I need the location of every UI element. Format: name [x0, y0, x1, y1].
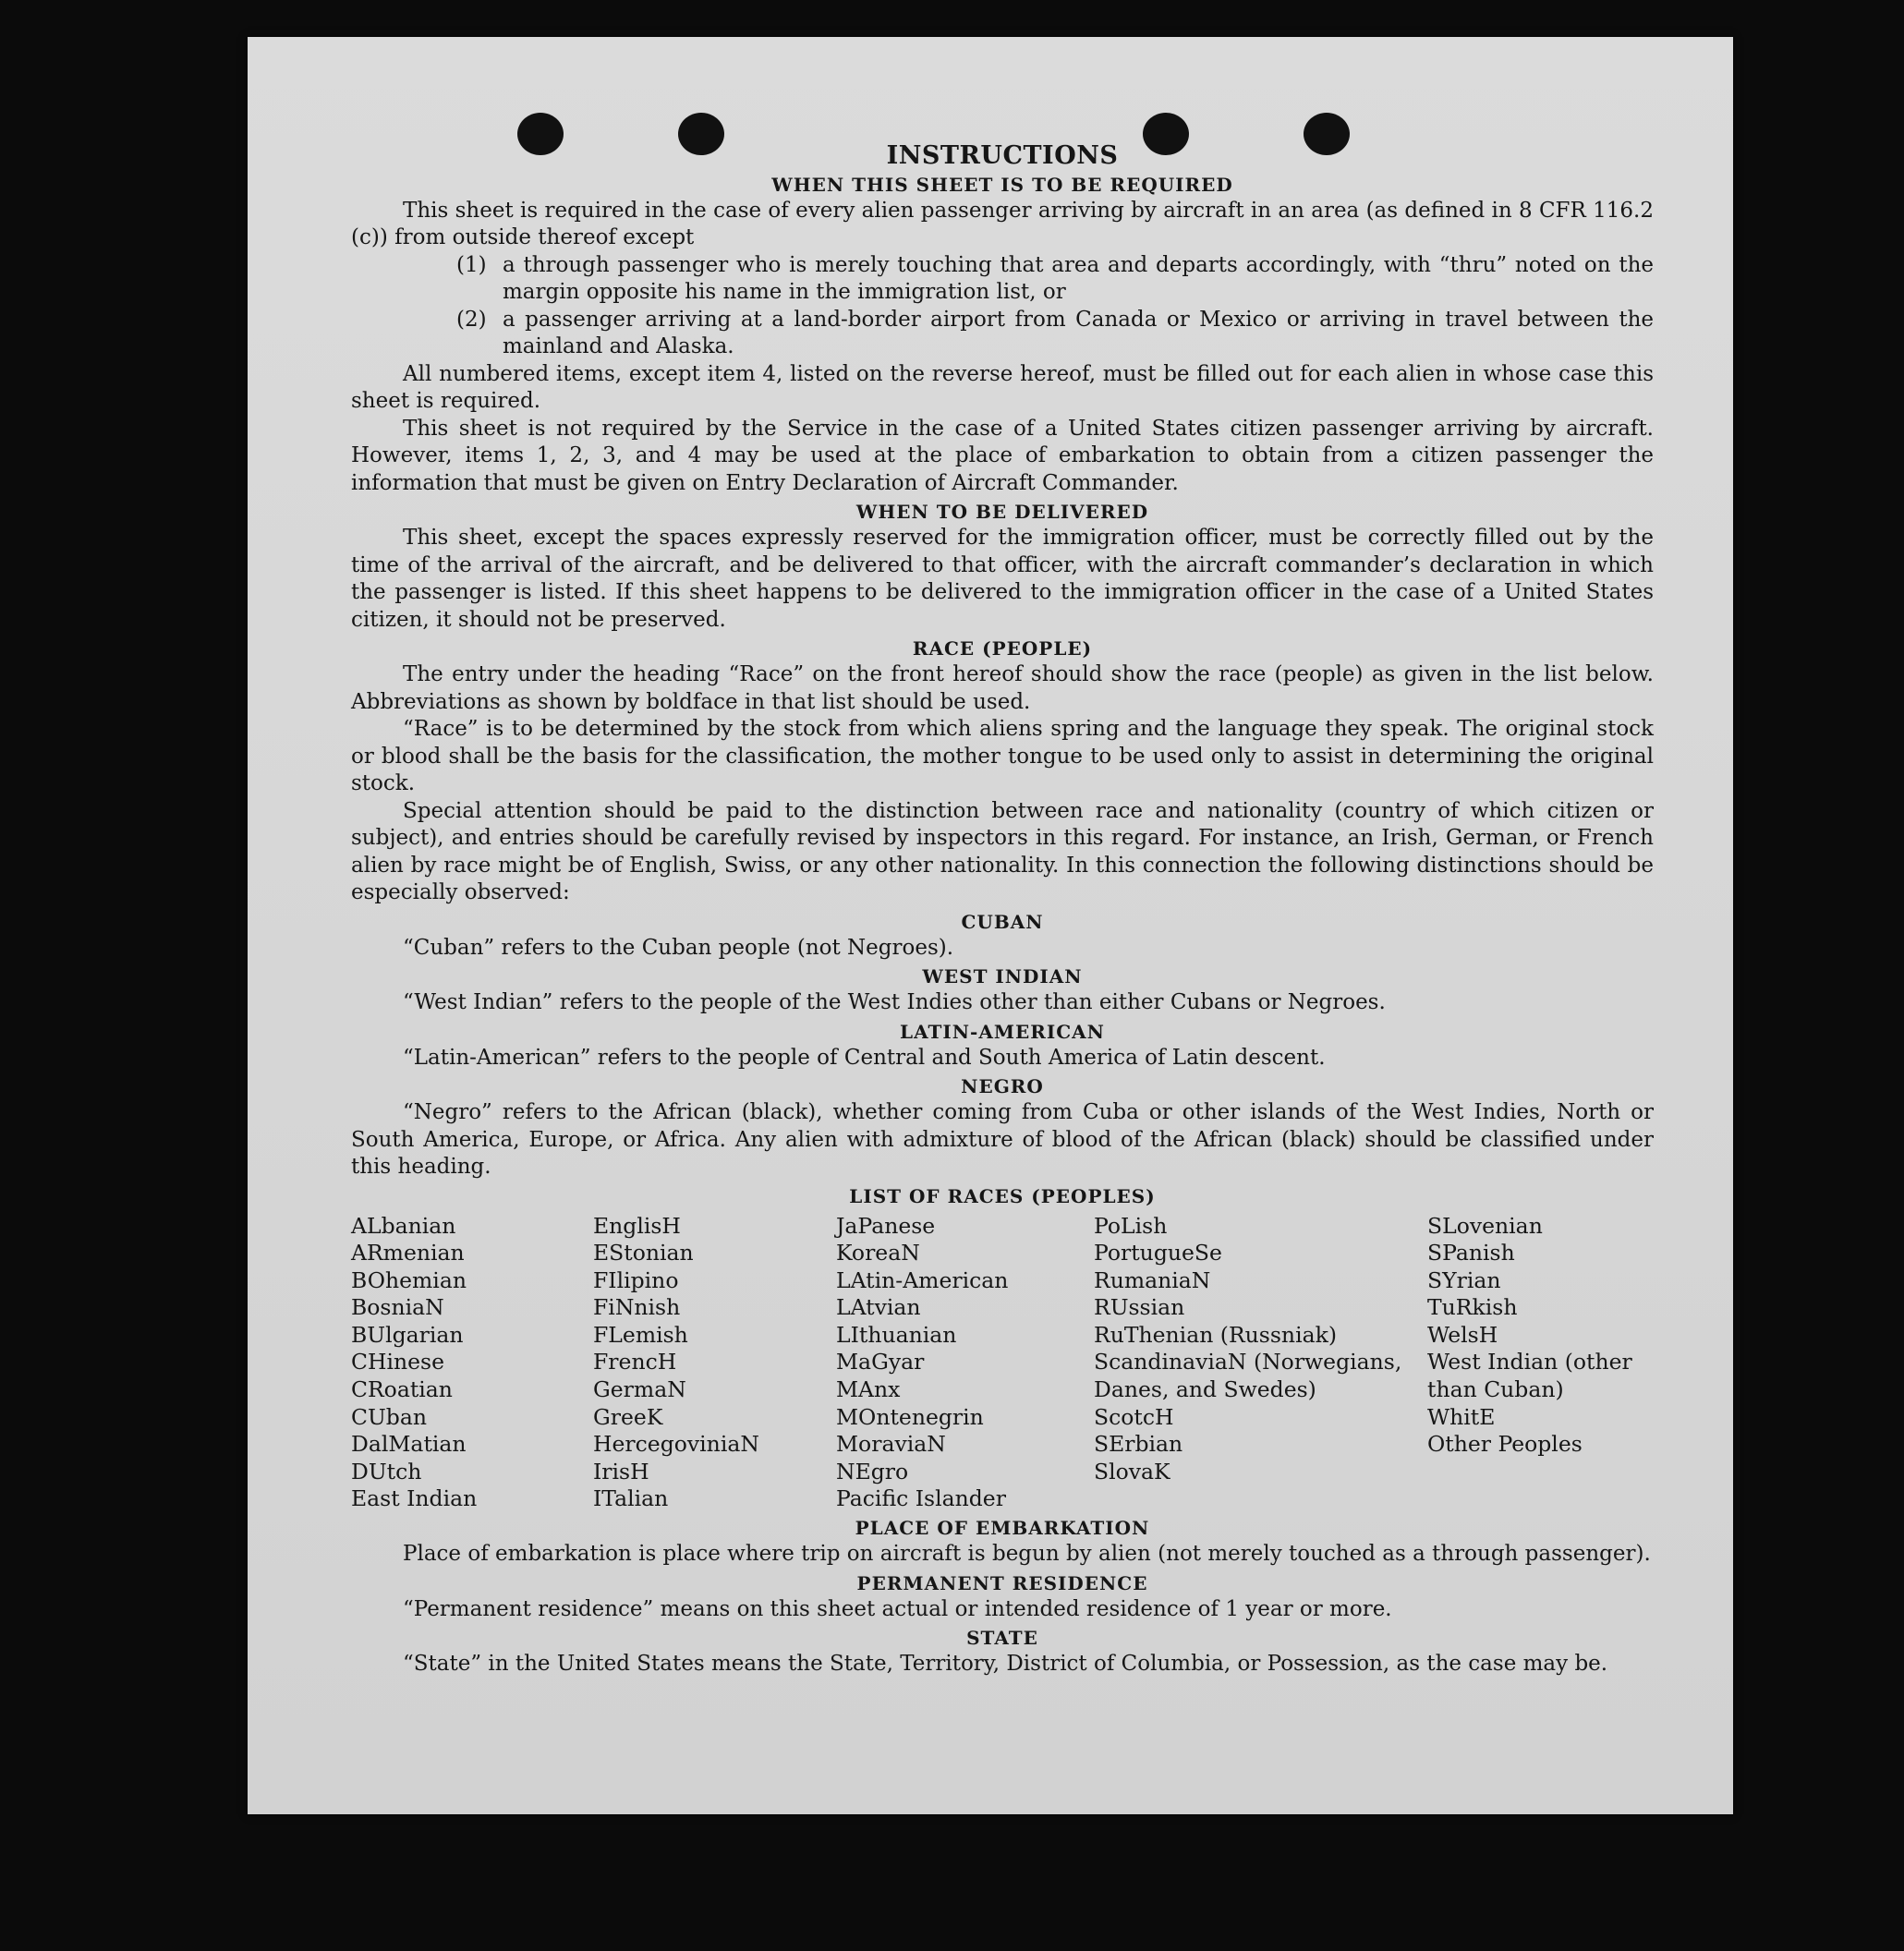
race-entry: EStonian — [593, 1240, 694, 1266]
race-entry: SLovenian — [1427, 1212, 1543, 1239]
race-entry: JaPanese — [836, 1212, 936, 1239]
race-list — [351, 1213, 1654, 1514]
race-column — [1427, 1213, 1654, 1514]
race-entry: EnglisH — [593, 1212, 681, 1239]
item-text: a passenger arriving at a land-border airport from Canada or Mexico or arriving in travel between the mainland and Alaska. — [503, 307, 1654, 358]
race-entry: WelsH — [1427, 1321, 1498, 1348]
race-entry: DUtch — [351, 1458, 422, 1484]
item-number: (2) — [456, 307, 487, 332]
paragraph: This sheet is required in the case of every alien passenger arriving by aircraft in an area (as defined in 8 CFR 116.2 (c)) from outside thereof except — [351, 198, 1654, 249]
race-entry: FrencH — [593, 1349, 677, 1375]
paragraph: “Race” is to be determined by the stock from which aliens spring and the language they speak. The original stock or blood shall be the basis for the classification, the mother tongue to be used only to assist in determining the original stock. — [351, 717, 1654, 795]
race-entry: LIthuanian — [836, 1321, 957, 1348]
race-entry: SYrian — [1427, 1266, 1501, 1293]
section-heading: STATE — [966, 1627, 1038, 1650]
race-entry: HercegoviniaN — [593, 1431, 759, 1458]
item-number: (1) — [456, 252, 487, 277]
paragraph: “Latin-American” refers to the people of Central and South America of Latin descent. — [403, 1045, 1326, 1070]
race-entry: RumaniaN — [1094, 1266, 1211, 1293]
race-entry: ARmenian — [351, 1240, 465, 1266]
race-entry: TuRkish — [1427, 1294, 1518, 1321]
paragraph: “Cuban” refers to the Cuban people (not Negroes). — [403, 935, 954, 960]
race-column — [836, 1213, 1094, 1514]
race-entry: GermaN — [593, 1376, 686, 1403]
list-item — [351, 252, 1654, 307]
paragraph: All numbered items, except item 4, listed on the reverse hereof, must be filled out for each alien in whose case this sheet is required. — [351, 361, 1654, 413]
race-entry: PortugueSe — [1094, 1240, 1222, 1266]
paragraph: “Permanent residence” means on this sheet actual or intended residence of 1 year or more. — [403, 1596, 1392, 1621]
race-entry: East Indian — [351, 1485, 478, 1512]
race-entry: LAtvian — [836, 1294, 921, 1321]
race-entry: PoLish — [1094, 1212, 1168, 1239]
section-heading: WHEN TO BE DELIVERED — [855, 501, 1149, 523]
race-column — [351, 1213, 593, 1514]
paragraph: “State” in the United States means the State, Territory, District of Columbia, or Possession, as the case may be. — [403, 1652, 1608, 1677]
race-entry: Pacific Islander — [836, 1485, 1006, 1512]
paragraph: This sheet, except the spaces expressly reserved for the immigration officer, must be correctly filled out by the time of the arrival of the aircraft, and be delivered to that officer, with the aircraft commander’s declaration in which the passenger is listed. If this sheet happens to be delivered to the immigration officer in the case of a United States citizen, it should not be preserved. — [351, 526, 1654, 632]
race-entry: IrisH — [593, 1458, 649, 1484]
race-entry: GreeK — [593, 1403, 663, 1430]
race-column — [593, 1213, 836, 1514]
page-title: INSTRUCTIONS — [886, 141, 1119, 170]
race-entry: West Indian (other than Cuban) — [1427, 1349, 1632, 1403]
race-entry: ScotcH — [1094, 1403, 1174, 1430]
race-entry: FLemish — [593, 1321, 688, 1348]
race-entry: SErbian — [1094, 1431, 1183, 1458]
document-sheet — [248, 37, 1733, 1814]
race-entry: LAtin-American — [836, 1266, 1009, 1293]
race-entry: DalMatian — [351, 1431, 467, 1458]
race-entry: FiNnish — [593, 1294, 681, 1321]
race-entry: MOntenegrin — [836, 1403, 984, 1430]
paragraph: Special attention should be paid to the distinction between race and nationality (country of which citizen or subject), and entries should be carefully revised by inspectors in this regard. For instance, an Irish, German, or French alien by race might be of English, Swiss, or any other nationality. In this connection the following distinctions should be especially observed: — [351, 798, 1654, 904]
section-heading: CUBAN — [961, 910, 1044, 933]
race-entry: WhitE — [1427, 1403, 1496, 1430]
item-text: a through passenger who is merely touching that area and departs accordingly, with “thru” noted on the margin opposite his name in the immigration list, or — [503, 252, 1654, 304]
paragraph: The entry under the heading “Race” on the front hereof should show the race (people) as given in the list below. Abbreviations as shown by boldface in that list should be used. — [351, 662, 1654, 714]
race-entry: MoraviaN — [836, 1431, 946, 1458]
race-entry: ALbanian — [351, 1212, 456, 1239]
race-entry: BOhemian — [351, 1266, 467, 1293]
race-entry: Other Peoples — [1427, 1431, 1583, 1458]
race-entry: SlovaK — [1094, 1458, 1170, 1484]
instructions-content — [351, 103, 1654, 1678]
race-entry: FIlipino — [593, 1266, 679, 1293]
paragraph: This sheet is not required by the Service in the case of a United States citizen passenger arriving by aircraft. However, items 1, 2, 3, and 4 may be used at the place of embarkation to obtain from a citizen passenger the information that must be given on Entry Declaration of Aircraft Commander. — [351, 416, 1654, 495]
paragraph: “Negro” refers to the African (black), whether coming from Cuba or other islands of the West Indies, North or South America, Europe, or Africa. Any alien with admixture of blood of the African (black) should be classified under this heading. — [351, 1100, 1654, 1179]
race-entry: RuThenian (Russniak) — [1094, 1321, 1337, 1348]
section-heading: RACE (PEOPLE) — [912, 637, 1093, 660]
race-entry: MAnx — [836, 1376, 901, 1403]
race-entry: CHinese — [351, 1349, 444, 1375]
section-heading: PLACE OF EMBARKATION — [855, 1517, 1150, 1540]
races-heading: LIST OF RACES (PEOPLES) — [849, 1184, 1156, 1207]
race-entry: CUban — [351, 1403, 427, 1430]
race-entry: CRoatian — [351, 1376, 453, 1403]
paragraph: “West Indian” refers to the people of the West Indies other than either Cubans or Negroes. — [403, 990, 1386, 1014]
section-heading: PERMANENT RESIDENCE — [856, 1571, 1148, 1594]
race-entry: BUlgarian — [351, 1321, 464, 1348]
section-heading: WHEN THIS SHEET IS TO BE REQUIRED — [771, 173, 1233, 196]
race-entry: SPanish — [1427, 1240, 1515, 1266]
section-heading: WEST INDIAN — [922, 965, 1083, 988]
race-entry: ScandinaviaN (Norwegians, Danes, and Swedes) — [1094, 1349, 1402, 1403]
race-entry: KoreaN — [836, 1240, 920, 1266]
race-entry: RUssian — [1094, 1294, 1185, 1321]
race-entry: ITalian — [593, 1485, 669, 1512]
paragraph: Place of embarkation is place where trip on aircraft is begun by alien (not merely touched as a through passenger). — [403, 1542, 1651, 1567]
race-entry: BosniaN — [351, 1294, 444, 1321]
race-entry: NEgro — [836, 1458, 909, 1484]
race-entry: MaGyar — [836, 1349, 925, 1375]
section-heading: LATIN-AMERICAN — [900, 1020, 1105, 1043]
section-heading: NEGRO — [961, 1075, 1044, 1097]
race-column — [1094, 1213, 1427, 1514]
list-item — [351, 307, 1654, 361]
